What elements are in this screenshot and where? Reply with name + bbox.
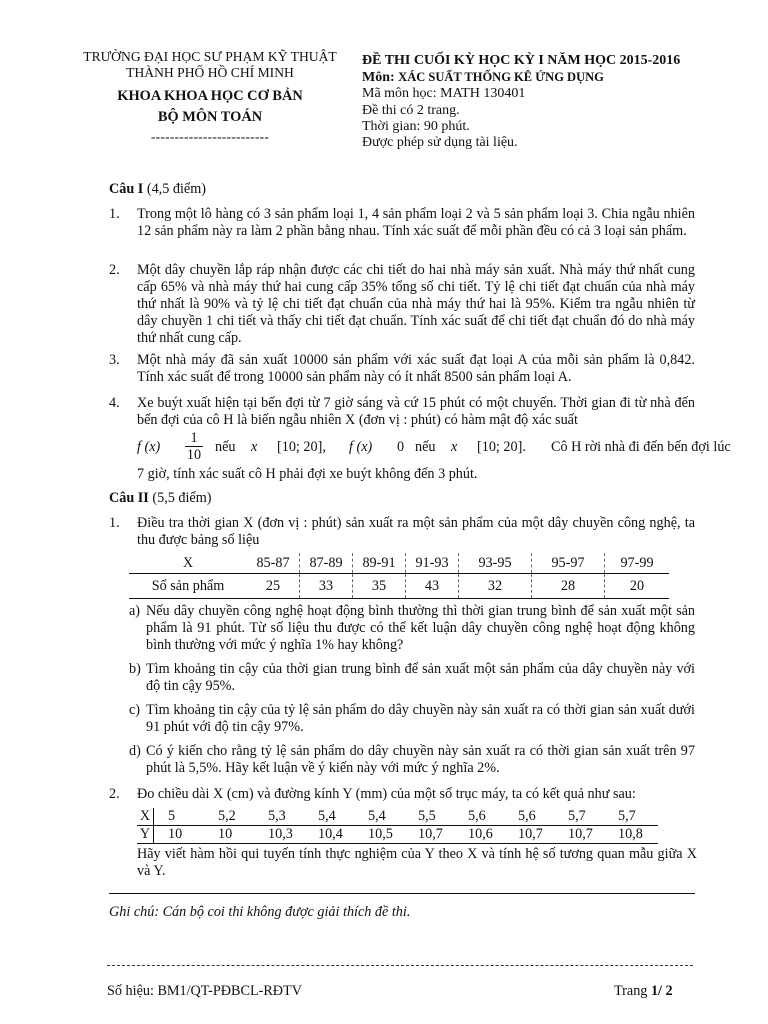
table-cell: 35 [353, 574, 406, 599]
question-1-4-tail: 7 giờ, tính xác suất cô H phải đợi xe buýt không đến 3 phút. [137, 466, 478, 482]
question-number: 1. [109, 515, 120, 531]
exam-title: ĐỀ THI CUỐI KỲ HỌC KỲ I NĂM HỌC 2015-2016 [362, 53, 681, 68]
table-cell: 5,7 [568, 808, 618, 826]
table-cell: 5,4 [368, 808, 418, 826]
question-2-2-tail: Hãy viết hàm hồi qui tuyến tính thực nghiệm của Y theo X và tính hệ số tương quan mẫu giữa X và Y. [137, 846, 697, 879]
formula-x1: x [251, 439, 258, 455]
table-row-intervals [129, 553, 669, 574]
question-1-3 [109, 352, 695, 386]
table-cell: 5 [154, 808, 219, 826]
table-cell: 10,7 [518, 826, 568, 844]
table-cell: 5,3 [268, 808, 318, 826]
table-cell: 10,4 [318, 826, 368, 844]
data-table-1 [129, 553, 669, 599]
question-2-1 [109, 515, 695, 549]
exam-time: Thời gian: 90 phút. [362, 118, 470, 134]
subquestion-text: Nếu dây chuyền công nghệ hoạt động bình thường thì thời gian trung bình để sản xuất một sản phẩm là 91 phút. Từ số liệu thu được có thể kết luận dây chuyền công nghệ hoạt động không bình thường với mức ý nghĩa 1% hay không? [146, 603, 695, 653]
formula-x2: x [451, 439, 458, 455]
table-header-x: X [137, 808, 154, 826]
faculty-name: KHOA KHOA HỌC CƠ BẢN [117, 88, 303, 104]
question-number: 1. [109, 206, 120, 222]
page-prefix: Trang [614, 983, 651, 999]
page-number [614, 983, 673, 1000]
subquestion-label: c) [129, 702, 141, 718]
section-2-title [109, 490, 211, 507]
page-value: 1/ 2 [650, 983, 673, 999]
table-header-count: Số sản phẩm [129, 574, 247, 599]
table-cell: 5,7 [618, 808, 658, 826]
table-cell: 10,7 [568, 826, 618, 844]
question-number: 2. [109, 786, 120, 802]
table-cell: 93-95 [459, 553, 532, 574]
subquestion-c [129, 702, 695, 736]
table-cell: 10 [218, 826, 268, 844]
section-1-points: (4,5 điểm) [143, 181, 206, 197]
question-2-2 [109, 786, 695, 803]
subject-value: XÁC SUẤT THỐNG KÊ ỨNG DỤNG [398, 70, 604, 85]
question-text: Một nhà máy đã sản xuất 10000 sản phẩm với xác suất đạt loại A của mỗi sản phẩm là 0,842. Tính xác suất để trong 10000 sản phẩm này có ít nhất 8500 sản phẩm loại A. [137, 352, 695, 385]
density-formula [137, 430, 731, 465]
table-cell: 5,6 [518, 808, 568, 826]
table-row-y [137, 826, 658, 844]
question-text: Xe buýt xuất hiện tại bến đợi từ 7 giờ sáng và cứ 15 phút có một chuyến. Thời gian đi từ nhà đến bến đợi của cô H là biến ngẫu nhiên X (đơn vị : phút) có hàm mật độ xác suất [137, 395, 695, 428]
table-cell: 33 [300, 574, 353, 599]
table-cell: 87-89 [300, 553, 353, 574]
table-cell: 10,6 [468, 826, 518, 844]
school-name-line2: THÀNH PHỐ HỒ CHÍ MINH [126, 65, 294, 80]
subquestion-text: Có ý kiến cho rằng tỷ lệ sản phẩm do dây chuyền này sản xuất ra có thời gian sản xuất trên 97 phút là 5,5%. Hãy kết luận về ý kiến này với mức ý nghĩa 2%. [146, 743, 695, 776]
table-row-x [137, 808, 658, 826]
question-text: Đo chiều dài X (cm) và đường kính Y (mm) của một số trục máy, ta có kết quả như sau: [137, 786, 636, 802]
table-row-counts [129, 574, 669, 599]
table-cell: 5,6 [468, 808, 518, 826]
table-cell: 25 [247, 574, 300, 599]
course-code: Mã môn học: MATH 130401 [362, 86, 526, 102]
table-cell: 85-87 [247, 553, 300, 574]
subquestion-text: Tìm khoảng tin cậy của tỷ lệ sản phẩm do dây chuyền này sản xuất ra có thời gian sản xuất dưới 91 phút với độ tin cậy 97%. [146, 702, 695, 735]
school-header [75, 49, 345, 145]
formula-zero: 0 [397, 439, 405, 455]
table-cell: 10 [154, 826, 219, 844]
fraction-numerator: 1 [185, 431, 203, 447]
table-cell: 10,8 [618, 826, 658, 844]
subquestion-label: d) [129, 743, 141, 759]
table-cell: 5,4 [318, 808, 368, 826]
question-text: Trong một lô hàng có 3 sản phẩm loại 1, 4 sản phẩm loại 2 và 5 sản phẩm loại 3. Chia ngẫu nhiên 12 sản phẩm này ra làm 2 phần bằng nhau. Tính xác suất để mỗi phần đều có cả 3 loại sản phẩm. [137, 206, 695, 239]
section-2-label: Câu II [109, 490, 149, 506]
table-cell: 43 [406, 574, 459, 599]
subquestion-d [129, 743, 695, 777]
formula-if2: nếu [415, 439, 436, 455]
table-cell: 28 [532, 574, 605, 599]
header-separator: ------------------------- [150, 129, 270, 144]
table-cell: 5,5 [418, 808, 468, 826]
subquestion-label: a) [129, 603, 141, 619]
formula-interval2: [10; 20]. [477, 439, 526, 455]
page-count: Đề thi có 2 trang. [362, 102, 460, 118]
question-1-1 [109, 206, 695, 240]
fraction-one-tenth [185, 431, 203, 463]
fraction-denominator: 10 [186, 447, 202, 463]
formula-f2: f (x) [349, 439, 373, 455]
document-code: Số hiệu: BM1/QT-PĐBCL-RĐTV [107, 983, 302, 999]
table-cell: 97-99 [605, 553, 670, 574]
table-header-y: Y [137, 826, 154, 844]
table-cell: 10,5 [368, 826, 418, 844]
school-name-line1: TRƯỜNG ĐẠI HỌC SƯ PHẠM KỸ THUẬT [83, 49, 337, 64]
exam-note: Ghi chú: Cán bộ coi thi không được giải thích đề thi. [109, 904, 411, 920]
table-cell: 10,7 [418, 826, 468, 844]
formula-tail: Cô H rời nhà đi đến bến đợi lúc [551, 439, 731, 455]
question-number: 2. [109, 262, 120, 278]
subquestion-text: Tìm khoảng tin cậy của thời gian trung bình để sản xuất một sản phẩm của dây chuyền này với độ tin cậy 95%. [146, 661, 695, 694]
question-number: 3. [109, 352, 120, 368]
table-cell: 95-97 [532, 553, 605, 574]
table-cell: 32 [459, 574, 532, 599]
question-1-4 [109, 395, 695, 429]
subquestion-b [129, 661, 695, 695]
table-cell: 89-91 [353, 553, 406, 574]
question-number: 4. [109, 395, 120, 411]
subject-label: Môn: [362, 70, 395, 86]
formula-if1: nếu [215, 439, 236, 455]
table-cell: 20 [605, 574, 670, 599]
formula-f1: f (x) [137, 439, 161, 455]
question-text: Điều tra thời gian X (đơn vị : phút) sản xuất ra một sản phẩm của một dây chuyền công nghệ, ta thu được bảng số liệu [137, 515, 695, 548]
footer-divider [107, 965, 693, 966]
note-divider [109, 893, 695, 894]
materials-allowed: Được phép sử dụng tài liệu. [362, 135, 518, 151]
table-cell: 91-93 [406, 553, 459, 574]
formula-interval1: [10; 20], [277, 439, 326, 455]
section-1-label: Câu I [109, 181, 144, 197]
table-header-x: X [129, 553, 247, 574]
section-1-title [109, 181, 206, 198]
section-2-points: (5,5 điểm) [148, 490, 212, 506]
question-text: Một dây chuyền lắp ráp nhận được các chi tiết do hai nhà máy sản xuất. Nhà máy thứ nhất cung cấp 65% và nhà máy thứ hai cung cấp 35% tổng số chi tiết. Tỷ lệ chi tiết đạt chuẩn của nhà máy thứ nhất là 90% và tỷ lệ chi tiết đạt chuẩn của nhà máy thứ hai là 95%. Kiểm tra ngẫu nhiên từ dây chuyền 1 chi tiết và thấy chi tiết đạt chuẩn. Tính xác suất để chi tiết đạt chuẩn đó do nhà máy thứ nhất cung cấp. [137, 262, 695, 346]
department-name: BỘ MÔN TOÁN [157, 109, 263, 125]
subquestion-a [129, 603, 695, 654]
table-cell: 10,3 [268, 826, 318, 844]
table-cell: 5,2 [218, 808, 268, 826]
data-table-2 [137, 808, 658, 844]
question-1-2 [109, 262, 695, 347]
exam-info [362, 53, 752, 151]
subquestion-label: b) [129, 661, 141, 677]
